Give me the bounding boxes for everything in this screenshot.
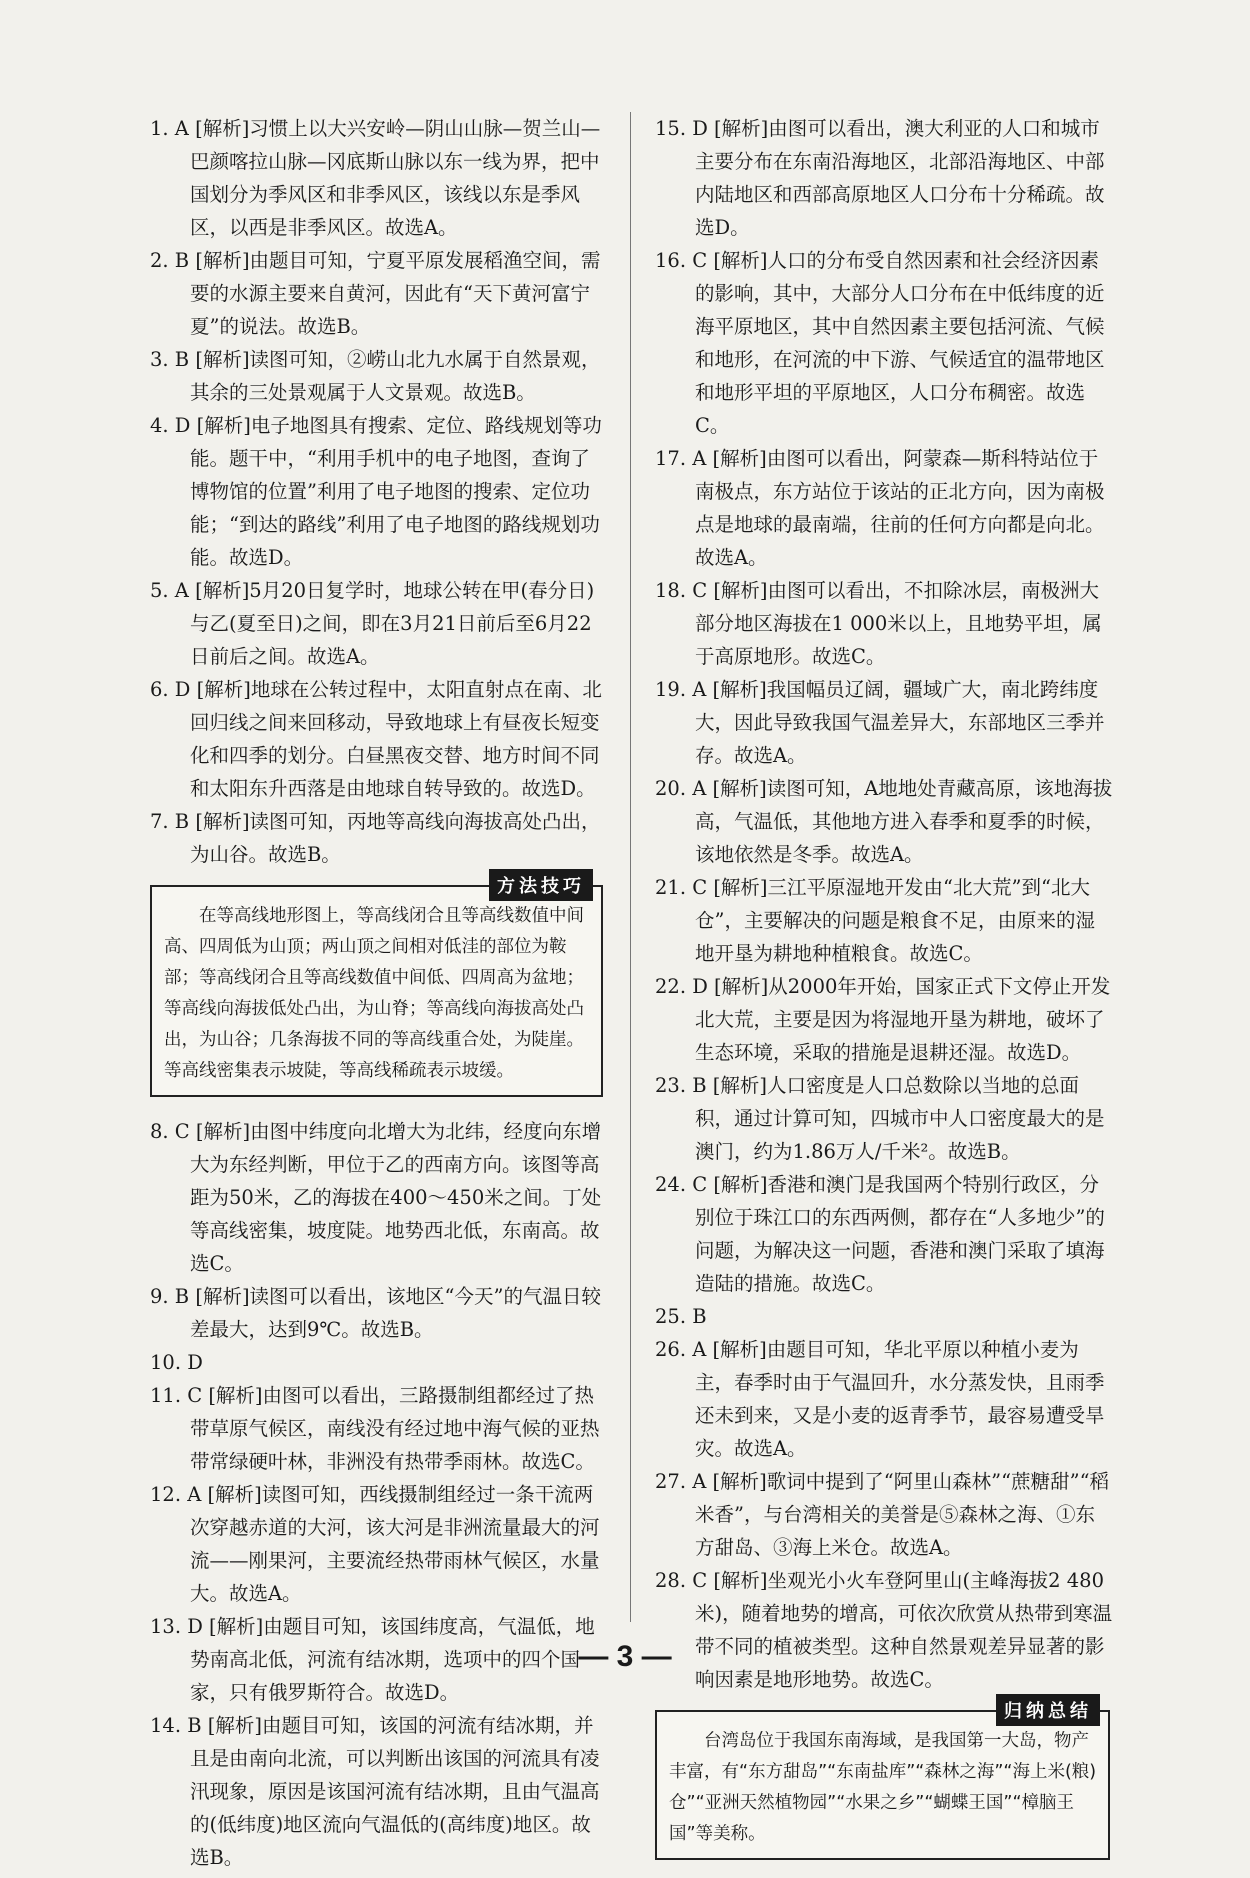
answer-20: 20. A [解析]读图可知，A地地处青藏高原，该地海拔高，气温低，其他地方进入春季和夏季的时候，该地依然是冬季。故选A。 bbox=[655, 777, 1113, 866]
answer-26: 26. A [解析]由题目可知，华北平原以种植小麦为主，春季时由于气温回升，水分蒸发快，且雨季还未到来，又是小麦的返青季节，最容易遭受旱灾。故选A。 bbox=[655, 1338, 1105, 1460]
answer-4: 4. D [解析]电子地图具有搜索、定位、路线规划等功能。题干中，“利用手机中的电子地图，查询了博物馆的位置”利用了电子地图的搜索、定位功能；“到达的路线”利用了电子地图的路线规划功能。故选D。 bbox=[150, 414, 602, 569]
answer-14: 14. B [解析]由题目可知，该国的河流有结冰期，并且是由南向北流，可以判断出该国的河流具有凌汛现象，原因是该国河流有结冰期，且由气温高的(低纬度)地区流向气温低的(高纬度)地区。故选B。 bbox=[150, 1714, 600, 1869]
answer-27: 27. A [解析]歌词中提到了“阿里山森林”“蔗糖甜”“稻米香”，与台湾相关的美誉是⑤森林之海、①东方甜岛、③海上米仓。故选A。 bbox=[655, 1470, 1110, 1559]
answer-1: 1. A [解析]习惯上以大兴安岭—阴山山脉—贺兰山—巴颜喀拉山脉—冈底斯山脉以东一线为界，把中国划分为季风区和非季风区，该线以东是季风区，以西是非季风区。故选A。 bbox=[150, 117, 601, 239]
column-divider bbox=[630, 112, 631, 1622]
right-column bbox=[655, 112, 1114, 1878]
answer-28: 28. C [解析]坐观光小火车登阿里山(主峰海拔2 480米)，随着地势的增高，可依次欣赏从热带到寒温带不同的植被类型。这种自然景观差异显著的影响因素是地形地势。故选C。 bbox=[655, 1569, 1113, 1691]
answer-7: 7. B [解析]读图可知，丙地等高线向海拔高处凸出，为山谷。故选B。 bbox=[150, 810, 601, 866]
answer-13: 13. D [解析]由题目可知，该国纬度高，气温低，地势南高北低，河流有结冰期，选项中的四个国家，只有俄罗斯符合。故选D。 bbox=[150, 1615, 595, 1704]
answer-11: 11. C [解析]由图可以看出，三路摄制组都经过了热带草原气候区，南线没有经过地中海气候的亚热带常绿硬叶林，非洲没有热带季雨林。故选C。 bbox=[150, 1384, 600, 1473]
answer-6: 6. D [解析]地球在公转过程中，太阳直射点在南、北回归线之间来回移动，导致地球上有昼夜长短变化和四季的划分。白昼黑夜交替、地方时间不同和太阳东升西落是由地球自转导致的。故选D。 bbox=[150, 678, 602, 800]
summary-text: 台湾岛位于我国东南海域，是我国第一大岛，物产丰富，有“东方甜岛”“东南盐库”“森林之海”“海上米(粮)仓”“亚洲天然植物园”“水果之乡”“蝴蝶王国”“樟脑王国”等美称。 bbox=[669, 1731, 1097, 1844]
answer-8: 8. C [解析]由图中纬度向北增大为北纬，经度向东增大为东经判断，甲位于乙的西南方向。该图等高距为50米，乙的海拔在400～450米之间。丁处等高线密集，坡度陡。地势西北低，东南高。故选C。 bbox=[150, 1120, 602, 1275]
left-column bbox=[150, 112, 607, 1874]
answer-22: 22. D [解析]从2000年开始，国家正式下文停止开发北大荒，主要是因为将湿地开垦为耕地，破坏了生态环境，采取的措施是退耕还湿。故选D。 bbox=[655, 975, 1111, 1064]
method-tips-text: 在等高线地形图上，等高线闭合且等高线数值中间高、四周低为山顶；两山顶之间相对低洼的部位为鞍部；等高线闭合且等高线数值中间低、四周高为盆地；等高线向海拔低处凸出，为山脊；等高线向海拔高处凸出，为山谷；几条海拔不同的等高线重合处，为陡崖。等高线密集表示坡陡，等高线稀疏表示坡缓。 bbox=[164, 906, 584, 1081]
answer-10: 10. D bbox=[150, 1351, 203, 1374]
answer-21: 21. C [解析]三江平原湿地开发由“北大荒”到“北大仓”，主要解决的问题是粮食不足，由原来的湿地开垦为耕地种植粮食。故选C。 bbox=[655, 876, 1095, 965]
answer-15: 15. D [解析]由图可以看出，澳大利亚的人口和城市主要分布在东南沿海地区，北部沿海地区、中部内陆地区和西部高原地区人口分布十分稀疏。故选D。 bbox=[655, 117, 1105, 239]
answer-2: 2. B [解析]由题目可知，宁夏平原发展稻渔空间，需要的水源主要来自黄河，因此有“天下黄河富宁夏”的说法。故选B。 bbox=[150, 249, 601, 338]
answer-18: 18. C [解析]由图可以看出，不扣除冰层，南极洲大部分地区海拔在1 000米以上，且地势平坦，属于高原地形。故选C。 bbox=[655, 579, 1102, 668]
answer-16: 16. C [解析]人口的分布受自然因素和社会经济因素的影响，其中，大部分人口分布在中低纬度的近海平原地区，其中自然因素主要包括河流、气候和地形，在河流的中下游、气候适宜的温带地区和地形平坦的平原地区，人口分布稠密。故选C。 bbox=[655, 249, 1105, 437]
answer-25: 25. B bbox=[655, 1305, 707, 1328]
answer-3: 3. B [解析]读图可知，②崂山北九水属于自然景观，其余的三处景观属于人文景观。故选B。 bbox=[150, 348, 601, 404]
method-tips-title: 方法技巧 bbox=[489, 869, 593, 901]
answer-23: 23. B [解析]人口密度是人口总数除以当地的总面积，通过计算可知，四城市中人口密度最大的是澳门，约为1.86万人/千米²。故选B。 bbox=[655, 1074, 1105, 1163]
answer-5: 5. A [解析]5月20日复学时，地球公转在甲(春分日)与乙(夏至日)之间，即在3月21日前后至6月22日前后之间。故选A。 bbox=[150, 579, 595, 668]
answer-19: 19. A [解析]我国幅员辽阔，疆域广大，南北跨纬度大，因此导致我国气温差异大，东部地区三季并存。故选A。 bbox=[655, 678, 1105, 767]
answer-12: 12. A [解析]读图可知，西线摄制组经过一条干流两次穿越赤道的大河，该大河是非洲流量最大的河流——刚果河，主要流经热带雨林气候区，水量大。故选A。 bbox=[150, 1483, 600, 1605]
method-tips-box bbox=[150, 876, 603, 1097]
answer-17: 17. A [解析]由图可以看出，阿蒙森—斯科特站位于南极点，东方站位于该站的正北方向，因为南极点是地球的最南端，往前的任何方向都是向北。故选A。 bbox=[655, 447, 1105, 569]
page-number: — 3 — bbox=[578, 1640, 672, 1673]
summary-box bbox=[655, 1701, 1110, 1860]
summary-title: 归纳总结 bbox=[996, 1694, 1100, 1726]
answer-24: 24. C [解析]香港和澳门是我国两个特别行政区，分别位于珠江口的东西两侧，都存在“人多地少”的问题，为解决这一问题，香港和澳门采取了填海造陆的措施。故选C。 bbox=[655, 1173, 1105, 1295]
answer-9: 9. B [解析]读图可以看出，该地区“今天”的气温日较差最大，达到9℃。故选B。 bbox=[150, 1285, 601, 1341]
